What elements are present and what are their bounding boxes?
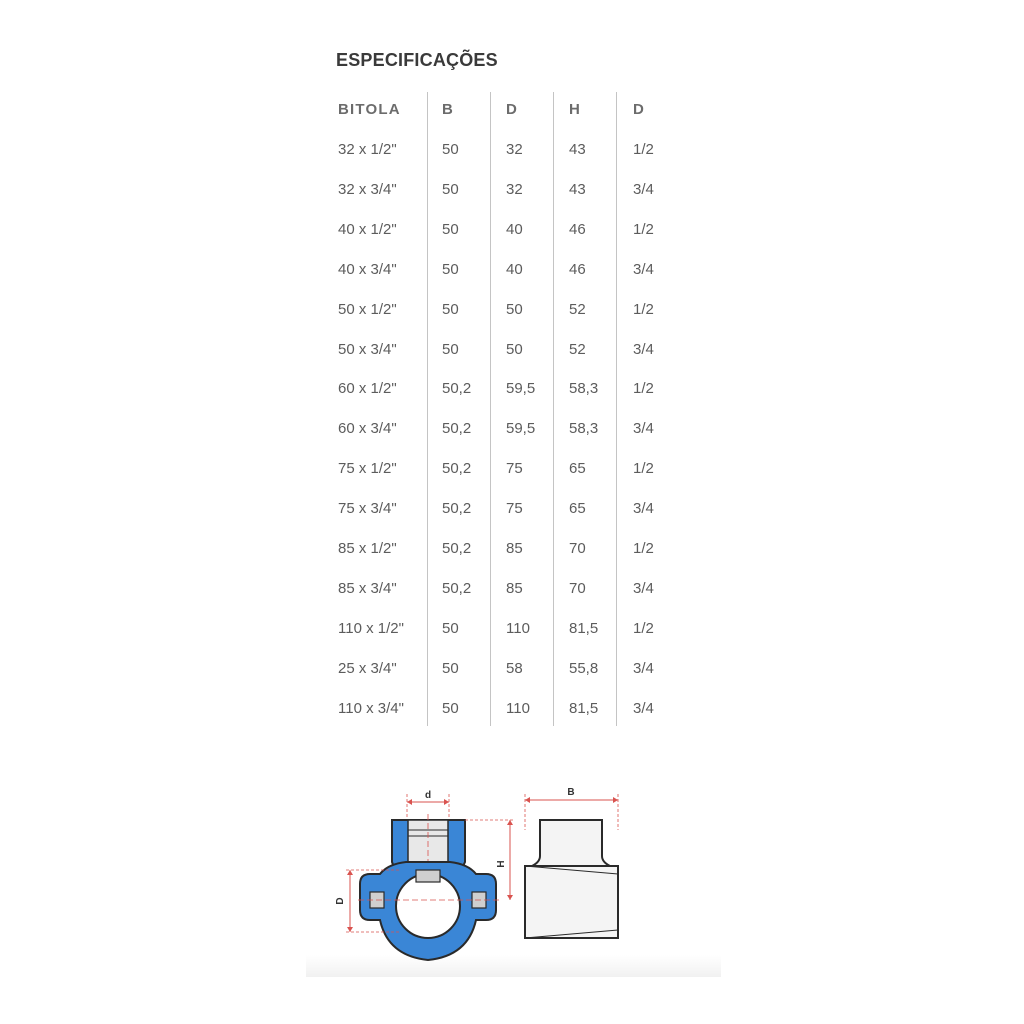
cell-d-thread: 3/4 [633,260,654,278]
cell-d: 50 [506,340,523,358]
front-view-drawing [335,790,514,960]
side-view-drawing [525,787,618,938]
column-divider [616,92,617,726]
cell-b: 50 [442,659,459,677]
cell-d-thread: 1/2 [633,141,654,158]
cell-d-thread: 3/4 [633,500,654,518]
cell-b: 50,2 [442,540,472,557]
cell-d-thread: 3/4 [633,420,654,438]
cell-b: 50,2 [442,500,472,518]
cell-h: 55,8 [569,659,599,677]
cell-b: 50 [442,141,459,158]
cell-b: 50 [442,260,459,278]
label-d-large: D [335,897,346,905]
cell-d: 32 [506,141,523,158]
label-d-small: d [424,790,432,801]
cell-d: 50 [506,300,523,318]
cell-d: 59,5 [506,420,536,438]
cell-h: 58,3 [569,380,599,398]
cell-bitola: 75 x 3/4" [338,500,397,518]
cell-bitola: 50 x 3/4" [338,340,397,358]
cell-bitola: 60 x 1/2" [338,380,397,398]
cell-h: 58,3 [569,420,599,438]
cell-bitola: 85 x 1/2" [338,540,397,557]
column-divider [490,92,491,726]
header-d-thread: D [633,101,646,118]
header-d: D [506,101,519,118]
cell-b: 50 [442,699,459,717]
cell-bitola: 110 x 1/2" [338,619,404,637]
cell-d: 110 [506,619,530,637]
cell-d-thread: 1/2 [633,220,654,238]
column-divider [427,92,428,726]
cell-d: 32 [506,180,523,198]
cell-h: 46 [569,260,586,278]
cell-h: 43 [569,180,586,198]
cell-d-thread: 1/2 [633,300,654,318]
cell-h: 70 [569,579,586,597]
column-divider [553,92,554,726]
cell-d-thread: 3/4 [633,579,654,597]
cell-d: 58 [506,659,523,677]
cell-bitola: 50 x 1/2" [338,300,397,318]
cell-bitola: 40 x 3/4" [338,260,397,278]
cell-d-thread: 3/4 [633,180,654,198]
cell-b: 50 [442,619,459,637]
cell-d: 110 [506,699,530,717]
cell-d: 59,5 [506,380,536,398]
cell-h: 52 [569,340,586,358]
cell-h: 65 [569,500,586,518]
cell-h: 81,5 [569,619,599,637]
cell-d: 40 [506,220,523,238]
cell-b: 50 [442,340,459,358]
label-h: H [496,860,507,868]
cell-d-thread: 3/4 [633,659,654,677]
page-title: ESPECIFICAÇÕES [336,50,498,70]
cell-bitola: 40 x 1/2" [338,220,397,238]
cell-bitola: 85 x 3/4" [338,579,397,597]
technical-diagram [300,770,730,980]
cell-h: 46 [569,220,586,238]
cell-h: 70 [569,540,586,557]
header-b: B [442,101,455,118]
label-b: B [567,787,575,798]
cell-d-thread: 1/2 [633,619,654,637]
cell-b: 50,2 [442,579,472,597]
cell-b: 50 [442,180,459,198]
cell-b: 50,2 [442,380,472,398]
header-bitola: BITOLA [338,101,401,118]
cell-b: 50,2 [442,460,472,478]
cell-d: 75 [506,460,523,478]
cell-d-thread: 1/2 [633,380,654,398]
cell-d: 40 [506,260,523,278]
cell-bitola: 60 x 3/4" [338,420,397,438]
cell-h: 65 [569,460,586,478]
cell-b: 50,2 [442,420,472,438]
cell-d-thread: 3/4 [633,699,654,717]
cell-d-thread: 1/2 [633,460,654,478]
cell-h: 43 [569,141,586,158]
cell-h: 81,5 [569,699,599,717]
cell-bitola: 25 x 3/4" [338,659,397,677]
cell-d: 75 [506,500,523,518]
cell-d: 85 [506,540,523,557]
cell-h: 52 [569,300,586,318]
cell-bitola: 32 x 1/2" [338,141,397,158]
cell-b: 50 [442,220,459,238]
cell-bitola: 32 x 3/4" [338,180,397,198]
cell-bitola: 110 x 3/4" [338,699,404,717]
cell-b: 50 [442,300,459,318]
cell-bitola: 75 x 1/2" [338,460,397,478]
cell-d: 85 [506,579,523,597]
header-h: H [569,101,582,118]
cell-d-thread: 1/2 [633,540,654,557]
cell-d-thread: 3/4 [633,340,654,358]
